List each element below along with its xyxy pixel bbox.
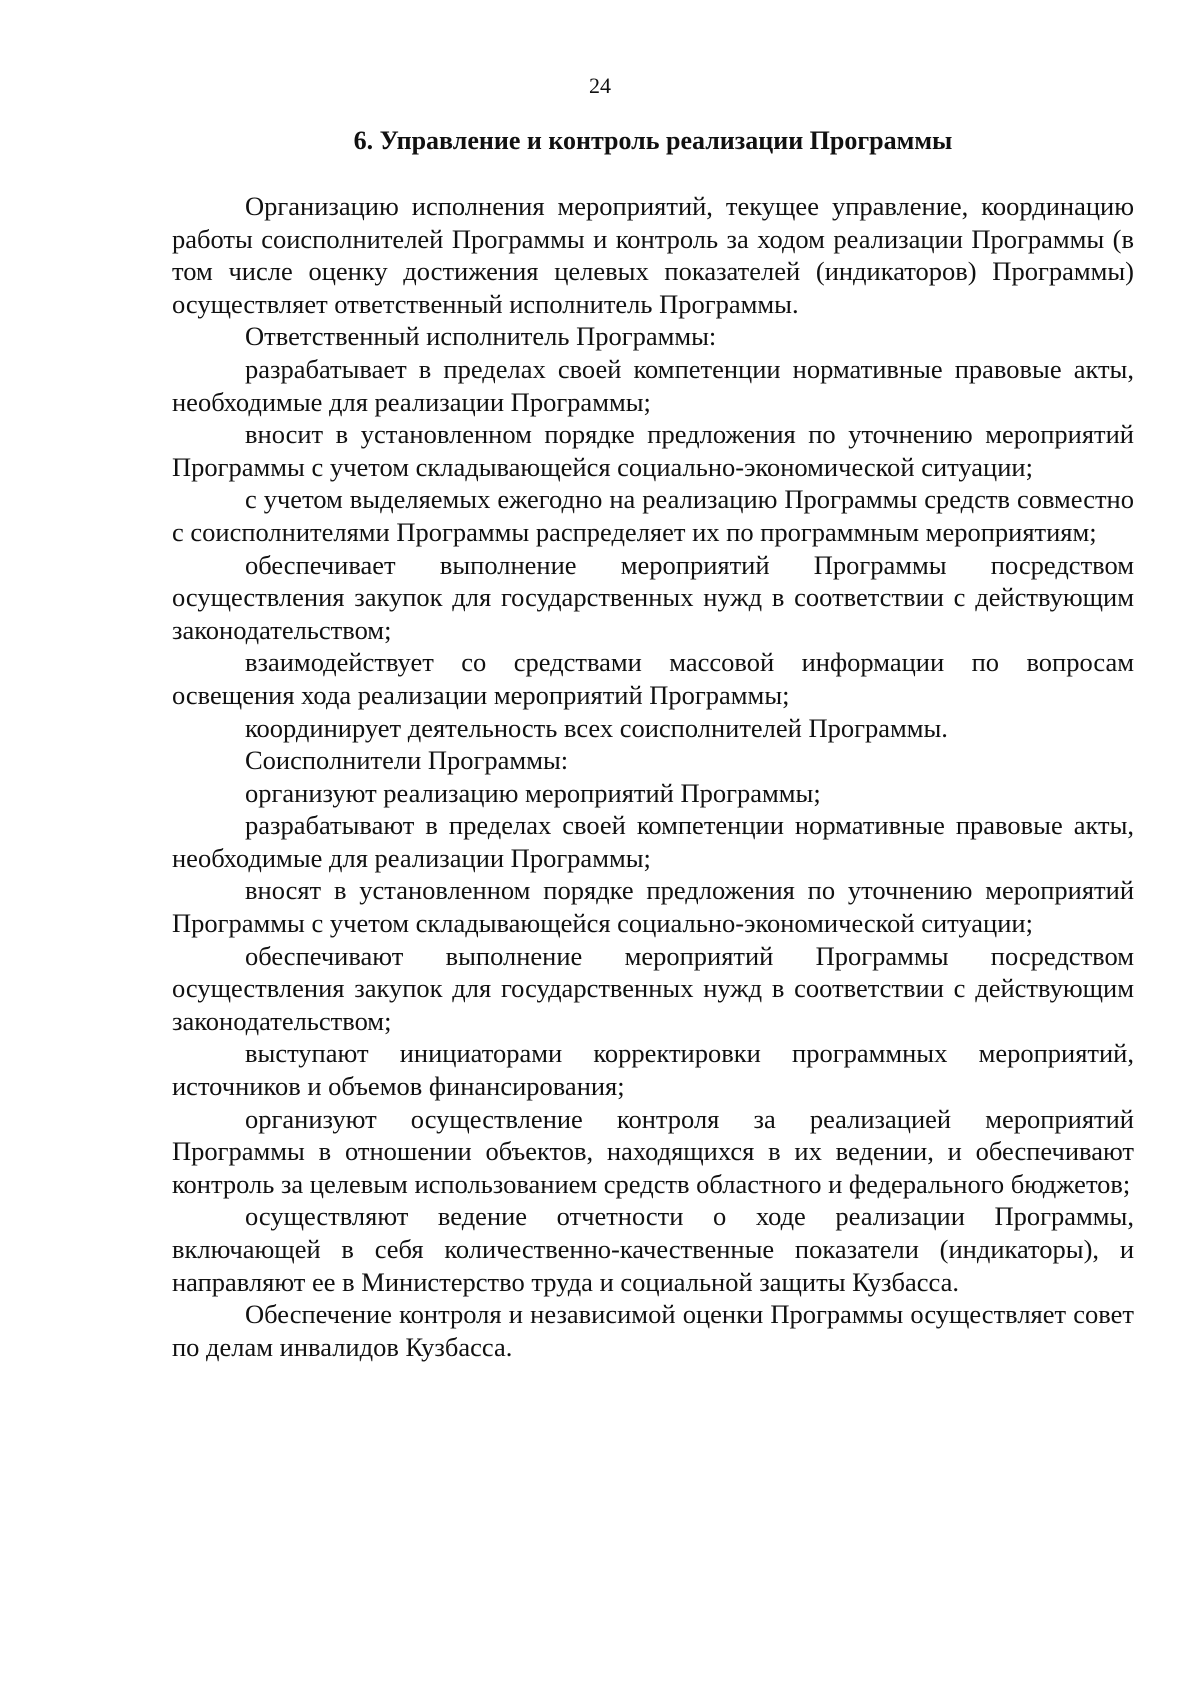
page-number: 24 (589, 73, 611, 98)
paragraph: координирует деятельность всех соисполнителей Программы. (245, 712, 948, 743)
paragraph: Ответственный исполнитель Программы: (245, 321, 717, 352)
paragraph: Обеспечение контроля и независимой оценки Программы осуществляет совет по делам инвалидов Кузбасса. (172, 1299, 1134, 1362)
paragraph: Организацию исполнения мероприятий, текущее управление, координацию работы соисполнителей Программы и контроль за ходом реализации Программы (в том числе оценку достижения целевых показателей (индикаторов) Программы) осуществляет ответственный исполнитель Программы. (172, 191, 1134, 319)
paragraph: вносит в установленном порядке предложения по уточнению мероприятий Программы с учетом складывающейся социально-экономической ситуации; (172, 419, 1134, 482)
paragraph: выступают инициаторами корректировки программных мероприятий, источников и объемов финансирования; (172, 1038, 1134, 1102)
paragraph: обеспечивают выполнение мероприятий Программы посредством осуществления закупок для государственных нужд в соответствии с действующим законодательством; (172, 940, 1134, 1036)
paragraph: разрабатывает в пределах своей компетенции нормативные правовые акты, необходимые для реализации Программы; (172, 353, 1134, 417)
paragraph: организуют реализацию мероприятий Программы; (245, 777, 821, 808)
paragraph: осуществляют ведение отчетности о ходе реализации Программы, включающей в себя количественно-качественные показатели (индикаторы), и направляют ее в Министерство труда и социальной защиты Кузбасса. (172, 1201, 1134, 1297)
body-text (172, 190, 1134, 1363)
paragraph: взаимодействует со средствами массовой информации по вопросам освещения хода реализации мероприятий Программы; (172, 647, 1134, 710)
paragraph: обеспечивает выполнение мероприятий Программы посредством осуществления закупок для государственных нужд в соответствии с действующим законодательством; (172, 549, 1134, 645)
paragraph: Соисполнители Программы: (245, 745, 569, 776)
paragraph: вносят в установленном порядке предложения по уточнению мероприятий Программы с учетом складывающейся социально-экономической ситуации; (172, 875, 1134, 939)
paragraph: разрабатывают в пределах своей компетенции нормативные правовые акты, необходимые для реализации Программы; (172, 810, 1134, 873)
section-title: 6. Управление и контроль реализации Программы (353, 126, 953, 155)
paragraph: организуют осуществление контроля за реализацией мероприятий Программы в отношении объектов, находящихся в их ведении, и обеспечивают контроль за целевым использованием средств областного и федерального бюджетов; (172, 1103, 1134, 1199)
paragraph: с учетом выделяемых ежегодно на реализацию Программы средств совместно с соисполнителями Программы распределяет их по программным мероприятиям; (172, 484, 1134, 547)
